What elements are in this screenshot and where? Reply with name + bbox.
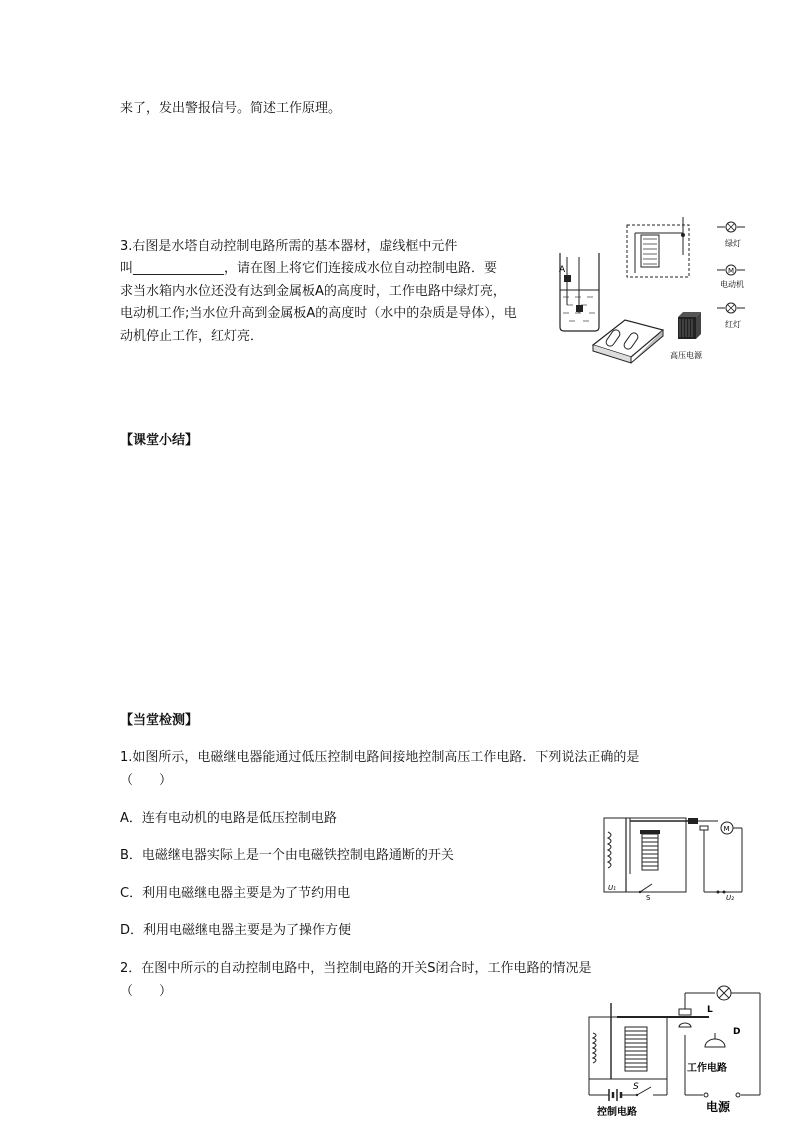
lamp-icon <box>717 986 731 1000</box>
q2-stem: 2．在图中所示的自动控制电路中，当控制电路的开关S闭合时，工作电路的情况是 <box>120 961 592 976</box>
red-lamp-label: 红灯 <box>725 320 741 329</box>
q1-s-label: S <box>646 894 651 902</box>
green-lamp-icon <box>717 222 745 232</box>
q2-control-circuit-label: 控制电路 <box>597 1107 637 1118</box>
q3-line-4: 电动机工作;当水位升高到金属板A的高度时（水中的杂质是导体），电 <box>120 306 517 321</box>
plate-a-label: A <box>559 265 566 275</box>
motor-icon <box>717 265 745 275</box>
q1-option-c: C．利用电磁继电器主要是为了节约用电 <box>120 886 351 901</box>
q3-line-2: 叫______________，请在图上将它们连接成水位自动控制电路．要 <box>120 261 498 276</box>
q1-motor-symbol: M <box>723 825 730 833</box>
q3-figure <box>545 215 760 365</box>
motor-label: 电动机 <box>720 280 744 289</box>
q3-line-5: 动机停止工作，红灯亮． <box>120 329 264 344</box>
green-lamp-label: 绿灯 <box>725 239 741 248</box>
summary-heading: 【课堂小结】 <box>120 433 199 448</box>
bell-icon <box>705 1033 725 1047</box>
q2-blank: （ ） <box>120 984 173 999</box>
q2-work-circuit-label: 工作电路 <box>687 1063 727 1074</box>
motor-icon <box>721 822 733 834</box>
intro-text: 来了，发出警报信号。简述工作原理。 <box>120 101 342 116</box>
red-lamp-icon <box>717 303 745 313</box>
hv-source-label: 高压电源 <box>670 351 702 360</box>
q1-u1-label: U₁ <box>608 884 616 892</box>
q1-blank: （ ） <box>120 773 173 788</box>
spring-icon <box>593 1033 596 1063</box>
q2-control-circuit-figure <box>575 985 770 1120</box>
q2-s-label: S <box>633 1082 639 1092</box>
q1-option-b: B．电磁继电器实际上是一个由电磁铁控制电路通断的开关 <box>120 848 454 863</box>
battery-icon <box>609 1089 621 1101</box>
q3-line-1: 3.右图是水塔自动控制电路所需的基本器材，虚线框中元件 <box>120 239 458 254</box>
electromagnet-icon <box>625 1027 647 1071</box>
electromagnet-icon <box>640 830 660 870</box>
high-voltage-source-icon <box>678 312 701 339</box>
q1-stem: 1.如图所示，电磁继电器能通过低压控制电路间接地控制高压工作电路．下列说法正确的是 <box>120 750 640 765</box>
beaker-icon <box>559 253 599 331</box>
q1-option-a: A．连有电动机的电路是低压控制电路 <box>120 811 337 826</box>
q1-relay-circuit-figure <box>600 812 748 904</box>
test-heading: 【当堂检测】 <box>120 713 199 728</box>
coil-icon <box>608 832 611 868</box>
motor-symbol: M <box>728 267 735 275</box>
q1-u2-label: U₂ <box>726 894 734 902</box>
q3-line-3: 求当水箱内水位还没有达到金属板A的高度时，工作电路中绿灯亮， <box>120 284 506 299</box>
q2-power-label: 电源 <box>706 1100 731 1114</box>
q2-l-label: L <box>707 1005 713 1015</box>
q2-d-label: D <box>733 1027 741 1037</box>
battery-icon <box>593 320 663 363</box>
q1-option-d: D．利用电磁继电器主要是为了操作方便 <box>120 923 352 938</box>
relay-icon <box>627 217 689 277</box>
